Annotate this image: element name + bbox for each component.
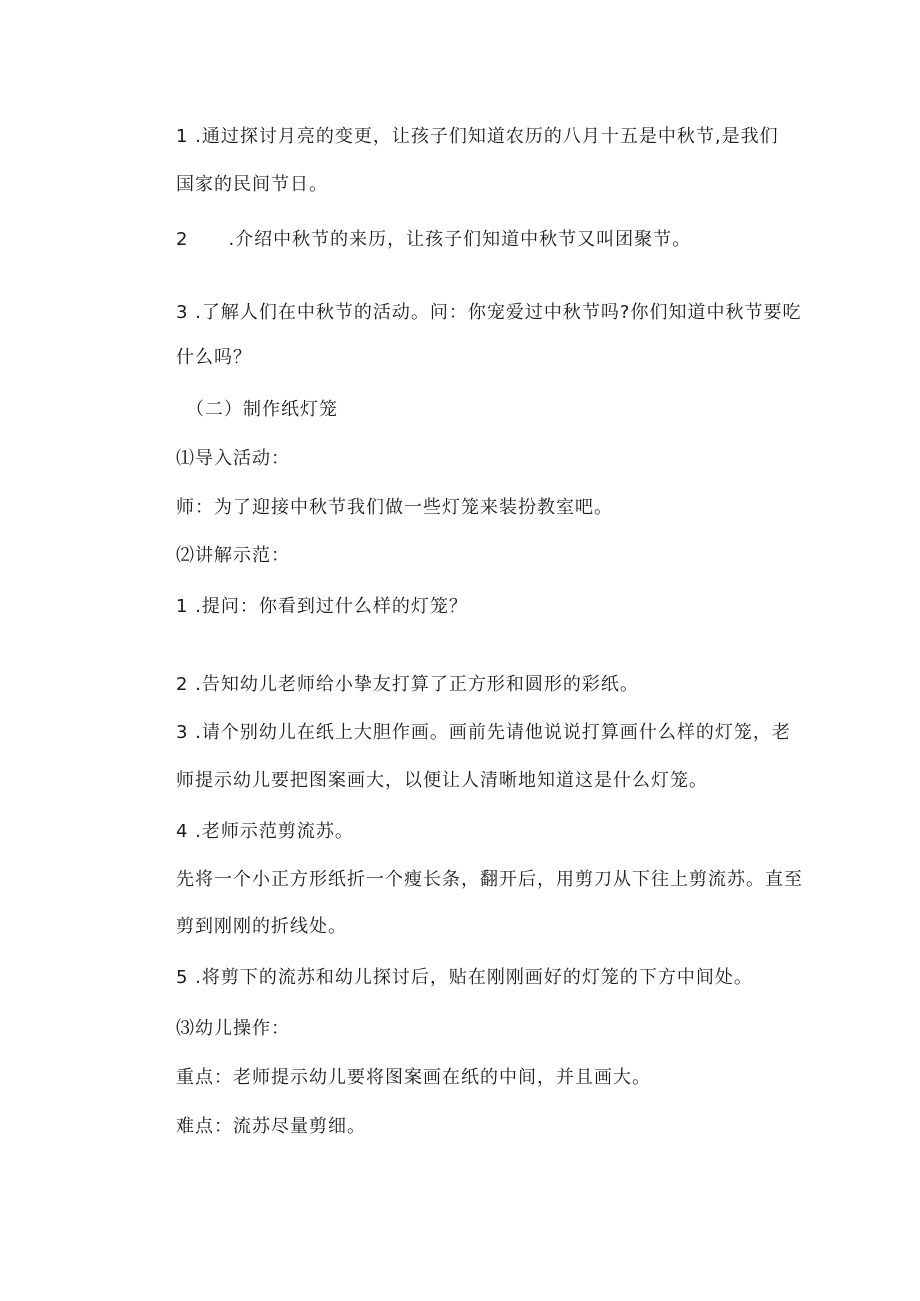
- paragraph-line: 剪到刚刚的折线处。: [176, 916, 347, 937]
- paragraph-line: 5 .将剪下的流苏和幼儿探讨后，贴在刚刚画好的灯笼的下方中间处。: [176, 967, 753, 988]
- paragraph-line: 3 .请个别幼儿在纸上大胆作画。画前先请他说说打算画什么样的灯笼，老: [176, 722, 791, 743]
- paragraph-line: 2 .告知幼儿老师给小挚友打算了正方形和圆形的彩纸。: [176, 674, 639, 695]
- paragraph-line: 先将一个小正方形纸折一个瘦长条，翻开后，用剪刀从下往上剪流苏。直至: [176, 869, 803, 890]
- paragraph-line: 难点：流苏尽量剪细。: [176, 1116, 366, 1137]
- paragraph-line: 重点：老师提示幼儿要将图案画在纸的中间，并且画大。: [176, 1067, 651, 1088]
- subsection-heading: ⑴导入活动：: [176, 448, 290, 469]
- paragraph-line: 1 .通过探讨月亮的变更，让孩子们知道农历的八月十五是中秋节,是我们: [176, 126, 779, 147]
- item-number: 2: [176, 229, 189, 250]
- paragraph-line: 师提示幼儿要把图案画大，以便让人清晰地知道这是什么灯笼。: [176, 770, 708, 791]
- paragraph-line: 国家的民间节日。: [176, 174, 328, 195]
- paragraph-line: 1 .提问：你看到过什么样的灯笼？: [176, 596, 468, 617]
- paragraph-line: 师：为了迎接中秋节我们做一些灯笼来装扮教室吧。: [176, 497, 613, 518]
- subsection-heading: ⑶幼儿操作：: [176, 1018, 290, 1039]
- item-text: .介绍中秋节的来历，让孩子们知道中秋节又叫团聚节。: [228, 229, 692, 250]
- paragraph-line: 什么吗？: [176, 347, 252, 368]
- paragraph-line: 3 .了解人们在中秋节的活动。问：你宠爱过中秋节吗?你们知道中秋节要吃: [176, 302, 802, 323]
- section-heading: （二）制作纸灯笼: [186, 399, 338, 420]
- subsection-heading: ⑵讲解示范：: [176, 545, 290, 566]
- paragraph-line: [176, 228, 691, 252]
- paragraph-line: 4 .老师示范剪流苏。: [176, 821, 354, 842]
